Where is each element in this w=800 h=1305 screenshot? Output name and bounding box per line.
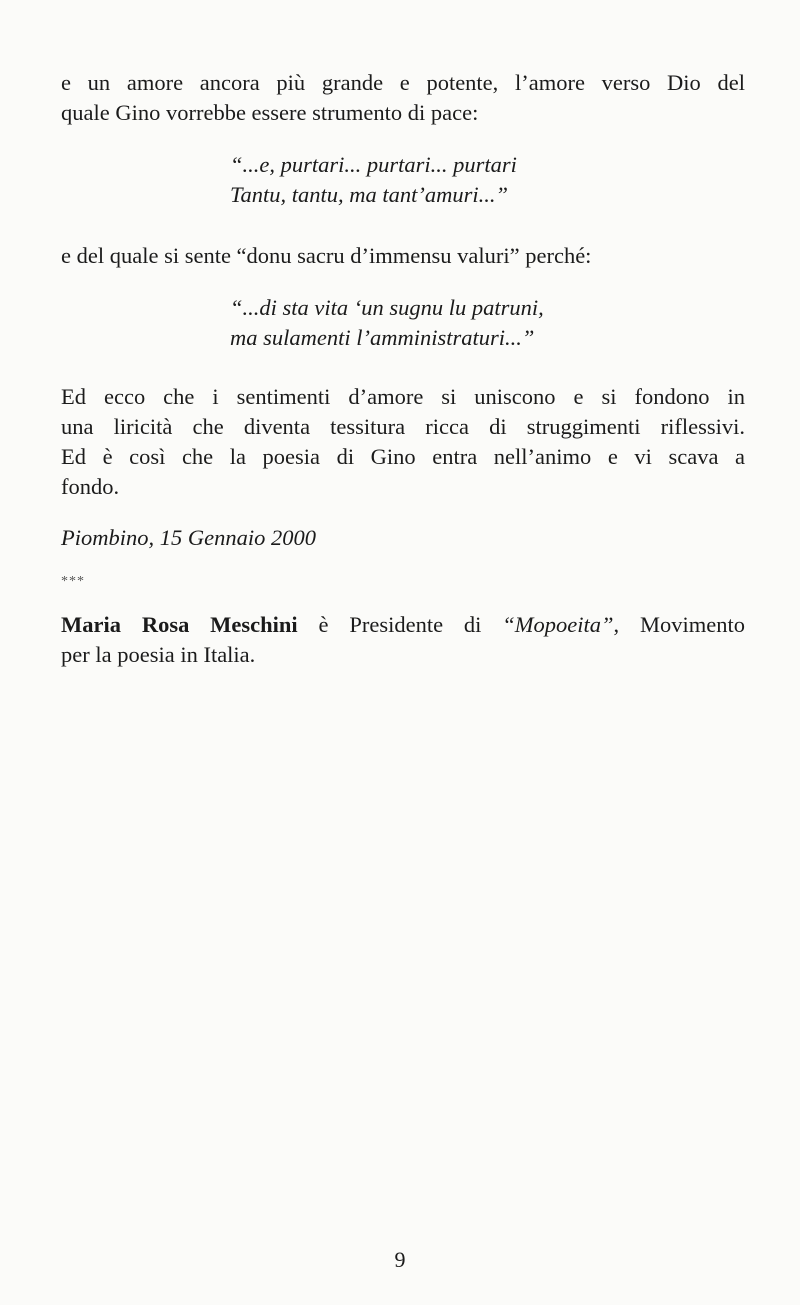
quote-line: Tantu, tantu, ma tant’amuri...” xyxy=(230,182,508,207)
poem-quote-purtari xyxy=(230,150,730,210)
bio-line: per la poesia in Italia. xyxy=(61,642,256,667)
author-name: Maria Rosa Meschini xyxy=(61,612,298,637)
bio-text: è Presidente di xyxy=(297,612,503,637)
paragraph-lyricism xyxy=(61,382,745,502)
paragraph-sacred-gift xyxy=(61,241,745,271)
page-number: 9 xyxy=(394,1247,406,1272)
paragraph-line: quale Gino vorrebbe essere strumento di pace: xyxy=(61,100,479,125)
quote-line: “...e, purtari... purtari... purtari xyxy=(230,152,517,177)
bio-line xyxy=(61,610,745,640)
quote-line: “...di sta vita ‘un sugnu lu patruni, xyxy=(230,295,544,320)
author-bio xyxy=(61,610,745,670)
dateline: Piombino, 15 Gennaio 2000 xyxy=(61,525,316,550)
poem-quote-patruni xyxy=(230,293,730,353)
organization-name: “Mopoeita” xyxy=(502,612,614,637)
bio-text: , Movimento xyxy=(613,612,745,637)
paragraph-line: Ed è così che la poesia di Gino entra nell’animo e vi scava a xyxy=(61,444,745,469)
paragraph-line: e un amore ancora più grande e potente, l’amore verso Dio del xyxy=(61,70,745,95)
paragraph-line: fondo. xyxy=(61,474,120,499)
paragraph-line: una liricità che diventa tessitura ricca di struggimenti riflessivi. xyxy=(61,414,745,439)
paragraph-love-for-god xyxy=(61,68,745,128)
paragraph-line: e del quale si sente “donu sacru d’immensu valuri” perché: xyxy=(61,243,592,268)
section-separator: *** xyxy=(61,574,85,589)
paragraph-line: Ed ecco che i sentimenti d’amore si uniscono e si fondono in xyxy=(61,384,745,409)
quote-line: ma sulamenti l’amministraturi...” xyxy=(230,325,535,350)
